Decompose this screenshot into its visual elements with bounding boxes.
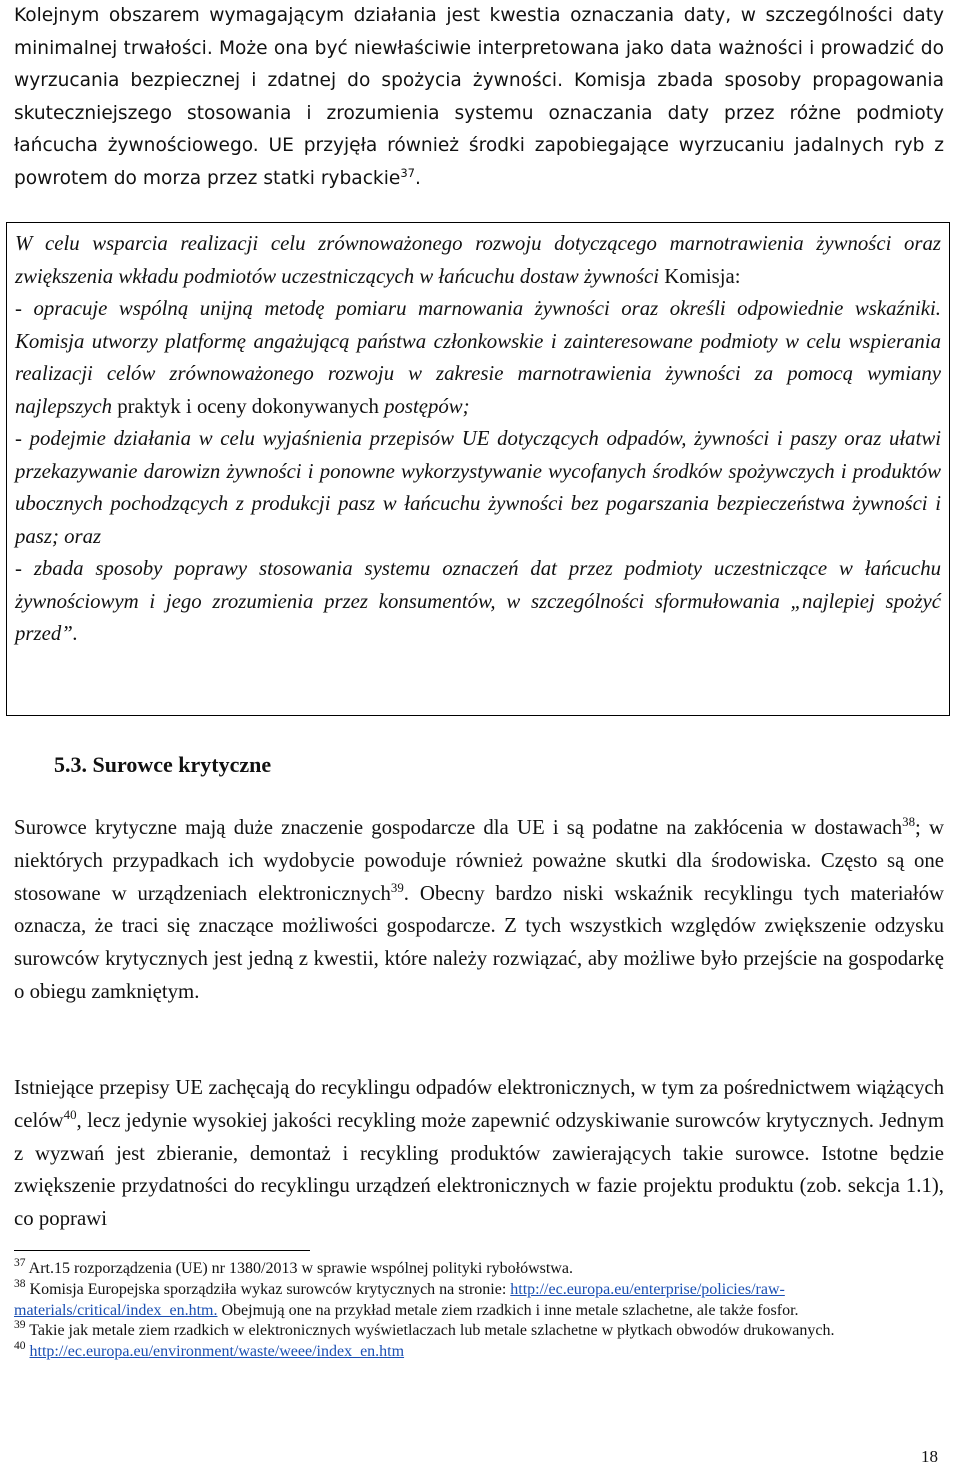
footnote-40-link[interactable]: http://ec.europa.eu/environment/waste/weee/index_en.htm [29, 1343, 405, 1361]
recycling-paragraph: Istniejące przepisy UE zachęcają do recyklingu odpadów elektronicznych, w tym za pośrednictwem wiążących celów$^{40}$, lecz jedynie wysokiej jakości recykling może zapewnić odzyskiwanie surowców krytycznych. Jednym z wyzwań jest zbieranie, demontaż i recykling produktów zawierających takie surowce. Istotne będzie zwiększenie przydatności do recyklingu urządzeń elektronicznych w fazie projektu produktu (zob. sekcja 1.1), co poprawi [14, 1076, 944, 1231]
footnote-38-link[interactable]: http://ec.europa.eu/enterprise/policies/raw-materials/critical/index_en.htm. [14, 1280, 785, 1319]
footnotes [14, 1259, 934, 1363]
footnote-ref-37[interactable]: 37 [400, 165, 415, 180]
footnote-39: $^{39}$ Takie jak metale ziem rzadkich w elektronicznych wyświetlaczach lub metale szlachetne w płytkach obwodów drukowanych. [14, 1319, 835, 1340]
box-item-1: - opracuje wspólną unijną metodę pomiaru marnowania żywności oraz określi odpowiednie wskaźniki. Komisja utworzy platformę angażującą państwa członkowskie i zainteresowane podmioty w celu wspierania realizacji celów zrównoważonego rozwoju w zakresie marnotrawienia żywności za pomocą wymiany najlepszych praktyk i oceny dokonywanych postępów; [15, 297, 941, 418]
box-lead: W celu wsparcia realizacji celu zrównoważonego rozwoju dotyczącego marnotrawienia żywności oraz zwiększenia wkładu podmiotów uczestniczących w łańcuchu dostaw żywności Komisja: [15, 232, 941, 288]
footnote-ref-40[interactable]: 40 [63, 1107, 77, 1122]
footnote-38: $^{38}$ Komisja Europejska sporządziła wykaz surowców krytycznych na stronie: http://ec.europa.eu/enterprise/policies/raw-materials/critical/index_en.htm. Obejmują one na przykład metale ziem rzadkich i inne metale szlachetne, ale także fosfor. [14, 1277, 799, 1319]
critical-materials-paragraph: Surowce krytyczne mają duże znaczenie gospodarcze dla UE i są podatne na zakłócenia w dostawach$^{38}$; w niektórych przypadkach ich wydobycie powoduje również poważne skutki dla środowiska. Często są one stosowane w urządzeniach elektronicznych$^{39}$. Obecny bardzo niski wskaźnik recyklingu tych materiałów oznacza, że traci się znaczące możliwości gospodarcze. Z tych wszystkich względów zwiększenie odzysku surowców krytycznych jest jedną z kwestii, które należy rozwiązać, aby możliwe było przejście na gospodarkę o obiegu zamkniętym. [14, 815, 945, 1003]
footnote-37: $^{37}$ Art.15 rozporządzenia (UE) nr 1380/2013 w sprawie wspólnej polityki rybołówstwa. [14, 1257, 573, 1277]
intro-paragraph: Kolejnym obszarem wymagającym działania jest kwestia oznaczania daty, w szczególności daty minimalnej trwałości. Może ona być niewłaściwie interpretowana jako data ważności i prowadzić do wyrzucania bezpiecznej i zdatnej do spożycia żywności. Komisja zbada sposoby propagowania skuteczniejszego stosowania i zrozumienia systemu oznaczania daty przez różne podmioty łańcucha żywnościowego. UE przyjęła również środki zapobiegające wyrzucaniu jadalnych ryb z powrotem do morza przez statki rybackie$^{37}$. [14, 5, 944, 189]
footnote-ref-38[interactable]: 38 [902, 815, 916, 830]
page-number: 18 [921, 1447, 938, 1466]
commission-actions-box [6, 222, 950, 716]
footnote-ref-39[interactable]: 39 [390, 880, 404, 895]
box-item-3: - zbada sposoby poprawy stosowania systemu oznaczeń dat przez podmioty uczestniczące w łańcuchu żywnościowym i jego zrozumienia przez konsumentów, w szczególności sformułowania „najlepiej spożyć przed”. [15, 557, 941, 645]
footnote-separator [14, 1250, 310, 1251]
footnote-40: $^{40}$ http://ec.europa.eu/environment/waste/weee/index_en.htm [14, 1340, 405, 1361]
section-heading: 5.3. Surowce krytyczne [54, 752, 272, 777]
box-item-2: - podejmie działania w celu wyjaśnienia przepisów UE dotyczących odpadów, żywności i paszy oraz ułatwi przekazywanie darowizn żywności i ponowne wykorzystywanie wycofanych środków spożywczych i produktów ubocznych pochodzących z produkcji pasz w łańcuchu żywności bez pogarszania bezpieczeństwa żywności i pasz; oraz [15, 427, 941, 548]
